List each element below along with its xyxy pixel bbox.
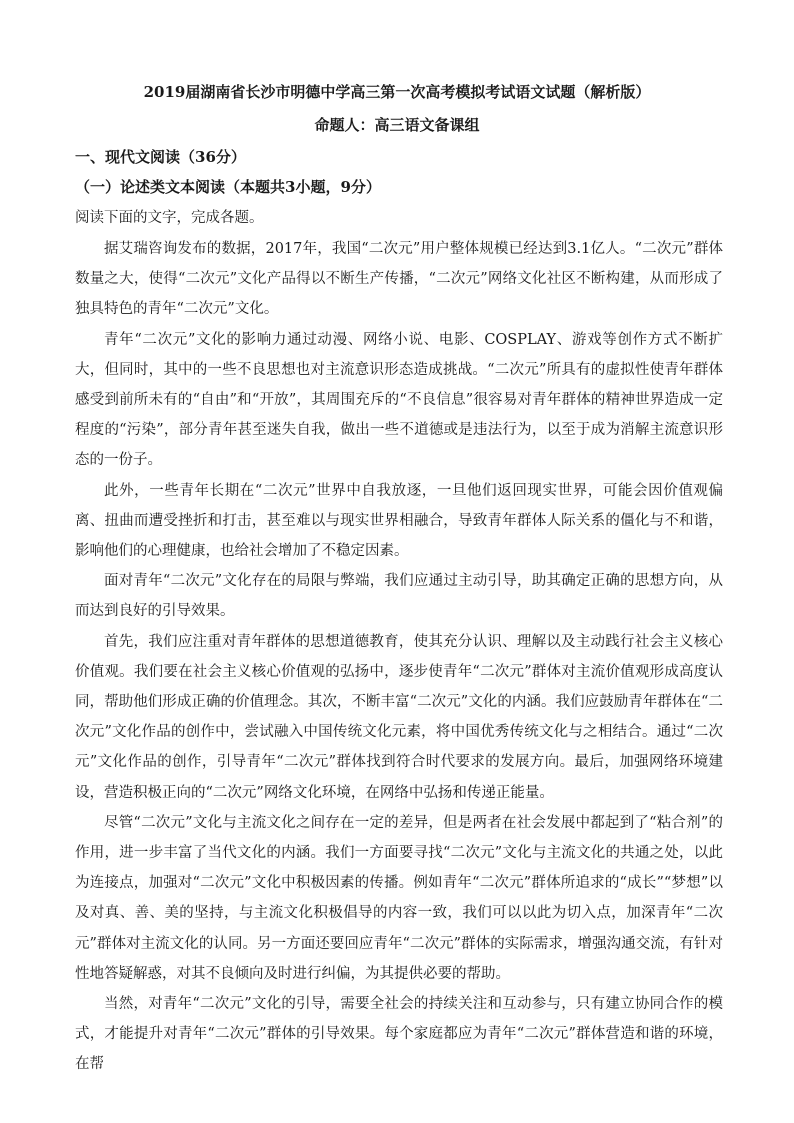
article-body	[75, 234, 723, 1080]
paragraph-5: 首先，我们应注重对青年群体的思想道德教育，使其充分认识、理解以及主动践行社会主义核心价值观。我们要在社会主义核心价值观的弘扬中，逐步使青年“二次元”群体对主流价值观形成高度认同，帮助他们形成正确的价值理念。其次，不断丰富“二次元”文化的内涵。我们应鼓励青年群体在“二次元”文化作品的创作中，尝试融入中国传统文化元素，将中国优秀传统文化与之相结合。通过“二次元”文化作品的创作，引导青年“二次元”群体找到符合时代要求的发展方向。最后，加强网络环境建设，营造积极正向的“二次元”网络文化环境，在网络中弘扬和传递正能量。	[75, 633, 723, 801]
paragraph-4: 面对青年“二次元”文化存在的局限与弊端，我们应通过主动引导，助其确定正确的思想方向，从而达到良好的引导效果。	[75, 573, 723, 620]
document-author: 命题人：高三语文备课组	[314, 116, 480, 134]
paragraph-3: 此外，一些青年长期在“二次元”世界中自我放逐，一旦他们返回现实世界，可能会因价值观偏离、扭曲而遭受挫折和打击，甚至难以与现实世界相融合，导致青年群体人际关系的僵化与不和谐，影响他们的心理健康，也给社会增加了不稳定因素。	[75, 482, 723, 560]
paragraph-7: 当然，对青年“二次元”文化的引导，需要全社会的持续关注和互动参与，只有建立协同合作的模式，才能提升对青年“二次元”群体的引导效果。每个家庭都应为青年“二次元”群体营造和谐的环境，在帮	[75, 996, 723, 1073]
paragraph-6: 尽管“二次元”文化与主流文化之间存在一定的差异，但是两者在社会发展中都起到了“粘合剂”的作用，进一步丰富了当代文化的内涵。我们一方面要寻找“二次元”文化与主流文化的共通之处，以此为连接点，加强对“二次元”文化中积极因素的传播。例如青年“二次元”群体所追求的“成长”“梦想”以及对真、善、美的坚持，与主流文化积极倡导的内容一致，我们可以以此为切入点，加深青年“二次元”群体对主流文化的认同。另一方面还要回应青年“二次元”群体的实际需求，增强沟通交流，有针对性地答疑解惑，对其不良倾向及时进行纠偏，为其提供必要的帮助。	[75, 814, 723, 982]
paragraph-2: 青年“二次元”文化的影响力通过动漫、网络小说、电影、COSPLAY、游戏等创作方式不断扩大，但同时，其中的一些不良思想也对主流意识形态造成挑战。“二次元”所具有的虚拟性使青年群体感受到前所未有的“自由”和“开放”，其周围充斥的“不良信息”很容易对青年群体的精神世界造成一定程度的“污染”，部分青年甚至迷失自我，做出一些不道德或是违法行为，以至于成为消解主流意识形态的一份子。	[75, 331, 723, 469]
reading-instruction: 阅读下面的文字，完成各题。	[75, 210, 264, 226]
subsection-heading: （一）论述类文本阅读（本题共3小题，9分）	[75, 178, 381, 196]
section-heading: 一、现代文阅读（36分）	[75, 148, 246, 166]
paragraph-1: 据艾瑞咨询发布的数据，2017年，我国“二次元”用户整体规模已经达到3.1亿人。“二次元”群体数量之大，使得“二次元”文化产品得以不断生产传播，“二次元”网络文化社区不断构建，从而形成了独具特色的青年“二次元”文化。	[75, 241, 723, 318]
document-title: 2019届湖南省长沙市明德中学高三第一次高考模拟考试语文试题（解析版）	[143, 83, 651, 101]
